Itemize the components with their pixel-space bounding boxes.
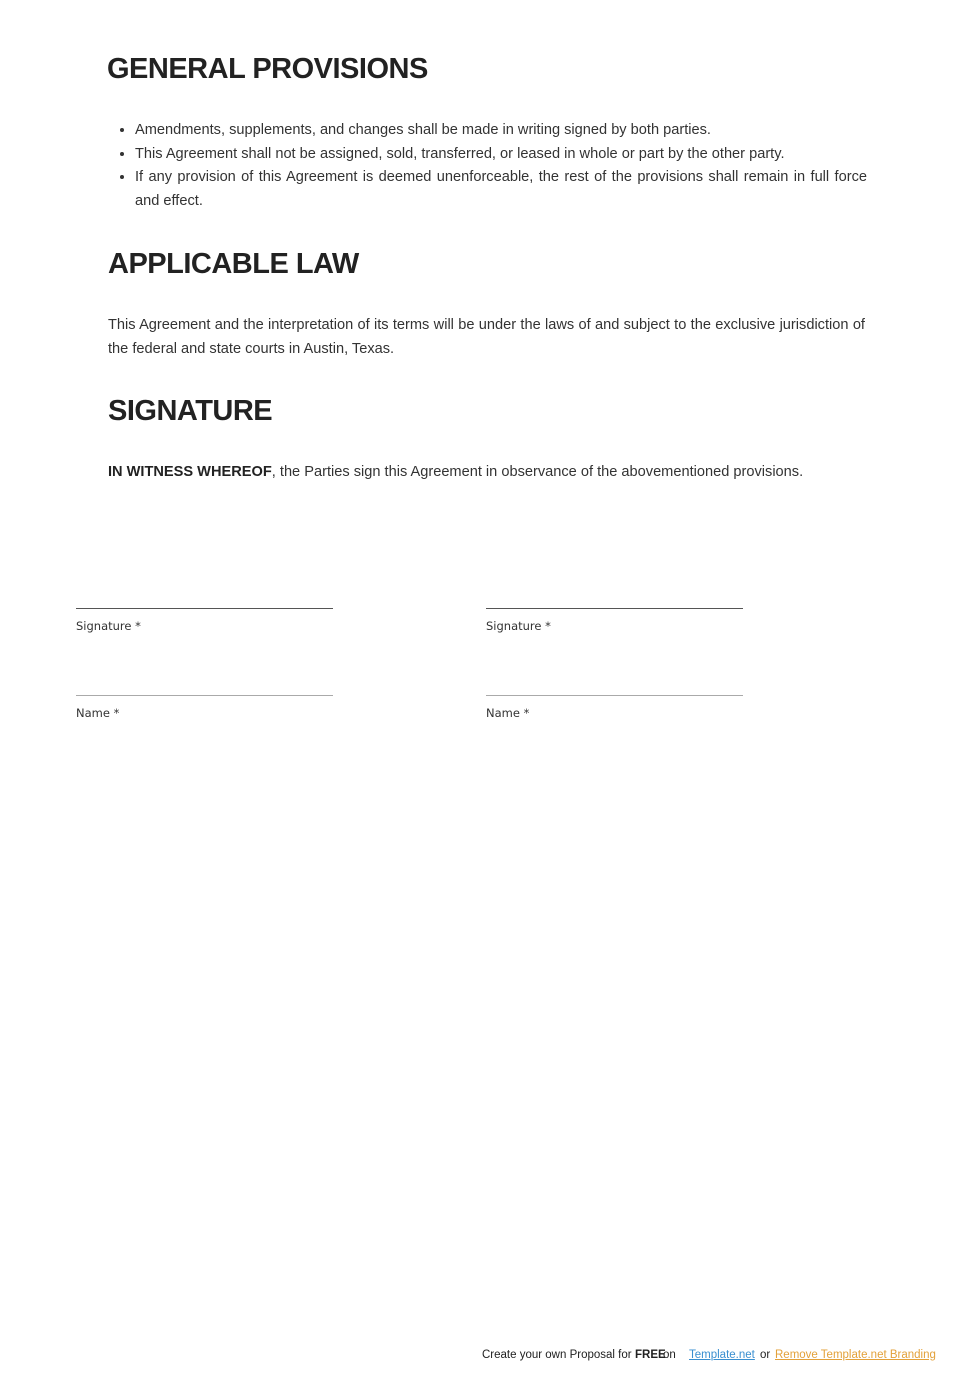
footer-branding — [482, 1349, 942, 1365]
applicable-law-heading: APPLICABLE LAW — [108, 248, 359, 280]
right-name-label: Name * — [486, 706, 530, 720]
general-provisions-list — [108, 119, 867, 213]
applicable-law-paragraph: This Agreement and the interpretation of its terms will be under the laws of and subject to the exclusive jurisdiction of the federal and state courts in Austin, Texas. — [108, 317, 865, 357]
left-signature-line[interactable] — [76, 608, 333, 609]
signature-heading: SIGNATURE — [108, 395, 273, 427]
list-item: • Amendments, supplements, and changes shall be made in writing signed by both parties. — [135, 119, 867, 143]
remove-branding-link[interactable]: Remove Template.net Branding — [775, 1349, 936, 1361]
general-provisions-heading: GENERAL PROVISIONS — [107, 53, 428, 85]
right-signature-label: Signature * — [486, 619, 551, 633]
witness-bold-text: IN WITNESS WHEREOF — [108, 464, 272, 480]
left-name-label: Name * — [76, 706, 120, 720]
footer-free: FREE — [635, 1349, 666, 1361]
left-signature-label: Signature * — [76, 619, 141, 633]
list-item: • If any provision of this Agreement is deemed unenforceable, the rest of the provisions shall remain in full force and effect. — [135, 166, 867, 213]
right-name-line[interactable] — [486, 695, 743, 696]
template-net-link[interactable]: Template.net — [689, 1349, 755, 1361]
footer-on: on — [663, 1349, 676, 1361]
witness-text: , the Parties sign this Agreement in observance of the abovementioned provisions. — [271, 464, 804, 480]
right-signature-line[interactable] — [486, 608, 743, 609]
left-name-line[interactable] — [76, 695, 333, 696]
list-item: • This Agreement shall not be assigned, sold, transferred, or leased in whole or part by the other party. — [135, 143, 867, 167]
witness-paragraph — [108, 461, 865, 485]
footer-or: or — [760, 1349, 771, 1361]
footer-prefix: Create your own Proposal for — [482, 1349, 632, 1361]
